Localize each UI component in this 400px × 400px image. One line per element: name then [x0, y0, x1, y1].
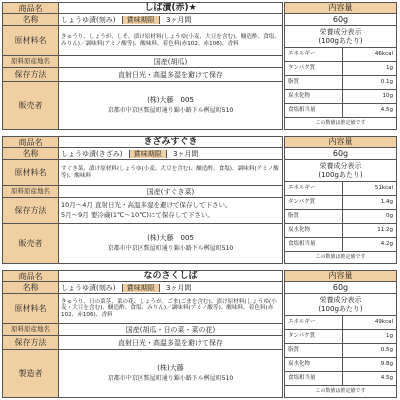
- nutrition-value: 1.4g: [343, 196, 397, 210]
- content-value: 60g: [285, 14, 397, 26]
- seller-cell: [59, 224, 283, 264]
- content-header: 内容量: [285, 271, 397, 282]
- nutrition-table: [284, 270, 397, 398]
- content-header: 内容量: [285, 3, 397, 14]
- nutrition-title: 栄養成分表示 (100gあたり): [285, 160, 397, 182]
- ingredients-header: 原材料名: [3, 160, 59, 186]
- nutrition-label: 食塩相当量: [285, 238, 343, 252]
- storage-header: 保存方法: [3, 336, 59, 350]
- label-main-table: [2, 270, 283, 398]
- content-header: 内容量: [285, 137, 397, 148]
- seller-name: (株)大藤 005: [147, 96, 194, 105]
- seller-address: 京都市中京区麩屋町通り錦小路下ル桝屋町510: [107, 107, 234, 115]
- name-value: しょうゆ漬(きざみ): [61, 149, 123, 158]
- nutrition-value: 49kcal: [343, 316, 397, 330]
- nutrition-value: 4.5g: [343, 372, 397, 386]
- storage-text: [59, 336, 283, 350]
- nutrition-value: 4.2g: [343, 238, 397, 252]
- product-name: きざみすぐき: [59, 137, 283, 148]
- nutrition-label: 炭水化物: [285, 224, 343, 238]
- storage-text: [59, 198, 283, 224]
- seller-address: 京都市中京区麩屋町通り錦小路下ル桝屋町510: [107, 375, 234, 383]
- expiry-header: 賞味期限: [122, 284, 160, 292]
- nutrition-value: 4.5g: [343, 104, 397, 118]
- name-header: 名称: [3, 148, 59, 160]
- storage-header: 保存方法: [3, 198, 59, 224]
- label-main-table: [2, 2, 283, 130]
- expiry-header: 賞味期限: [122, 16, 160, 24]
- product-name-header: 商品名: [3, 271, 59, 282]
- ingredients-text: すぐき菜、漬け原材料(しょうゆ(小麦、大豆を含む)、醸造酢、食塩)、調味料(アミノ酸等)、酸味料: [59, 160, 283, 186]
- nutrition-label: 脂質: [285, 210, 343, 224]
- nutrition-value: 0.1g: [343, 76, 397, 90]
- seller-header: 販売者: [3, 82, 59, 130]
- seller-name: (株)大藤 005: [147, 234, 194, 243]
- origin-value: 国産(胡瓜・日の菜・菜の花): [59, 324, 283, 336]
- nutrition-label: 脂質: [285, 344, 343, 358]
- product-name: しば漬(赤)★: [59, 3, 283, 14]
- seller-cell: [59, 82, 283, 130]
- name-expiry-row: [59, 282, 283, 294]
- nutrition-value: 0g: [343, 210, 397, 224]
- ingredients-text: きゅうり、しょうが、しそ、漬け原材料(しょうゆ(小麦、大豆を含む)、醸造酢、食塩、みりん)／調味料(アミノ酸等)、酸味料、着色料(赤102、赤106)、香料: [59, 26, 283, 56]
- origin-header: 原料原産地名: [3, 56, 59, 68]
- estimate-note: この数値は推定値です: [285, 252, 397, 264]
- ingredients-header: 原材料名: [3, 26, 59, 56]
- content-value: 60g: [285, 148, 397, 160]
- nutrition-value: 51kcal: [343, 182, 397, 196]
- product-label-nanosakushiba: [2, 270, 396, 397]
- name-header: 名称: [3, 282, 59, 294]
- origin-value: 国産(すぐき菜): [59, 186, 283, 198]
- product-name: なのさくしば: [59, 271, 283, 282]
- nutrition-label: 食塩相当量: [285, 104, 343, 118]
- estimate-note: この数値は推定値です: [285, 118, 397, 130]
- nutrition-label: エネルギー: [285, 316, 343, 330]
- ingredients-text: きゅうり、日の菜茎、菜の花、しょうが、ごま(ごまを含む)、漬け原材料(しょうゆ(小麦・大豆を含む)、醸造酢、食塩、みりん)／調味料(アミノ酸等)、酸味料、着色料(赤102、赤106)、香料: [59, 294, 283, 324]
- storage-line-2: 5月～9月 要冷蔵(1℃～10℃)にて保存して下さい。: [61, 210, 214, 219]
- storage-line-1: 直射日光・高温多湿を避けて保存: [118, 338, 223, 347]
- nutrition-value: 0.5g: [343, 344, 397, 358]
- estimate-note: この数値は推定値です: [285, 386, 397, 398]
- name-expiry-row: [59, 148, 283, 160]
- nutrition-value: 46kcal: [343, 48, 397, 62]
- nutrition-value: 1g: [343, 330, 397, 344]
- nutrition-label: 炭水化物: [285, 90, 343, 104]
- nutrition-value: 10g: [343, 90, 397, 104]
- name-value: しょうゆ漬(刻み): [61, 15, 116, 24]
- name-value: しょうゆ漬(刻み): [61, 283, 116, 292]
- ingredients-header: 原材料名: [3, 294, 59, 324]
- nutrition-label: 脂質: [285, 76, 343, 90]
- seller-address: 京都市中京区麩屋町通り錦小路下ル桝屋町510: [107, 245, 234, 253]
- product-name-header: 商品名: [3, 137, 59, 148]
- label-main-table: [2, 136, 283, 264]
- nutrition-label: エネルギー: [285, 48, 343, 62]
- storage-header: 保存方法: [3, 68, 59, 82]
- expiry-value: 3ヶ月間: [165, 15, 192, 24]
- nutrition-value: 11.2g: [343, 224, 397, 238]
- origin-value: 国産(胡瓜): [59, 56, 283, 68]
- nutrition-label: タンパク質: [285, 62, 343, 76]
- name-header: 名称: [3, 14, 59, 26]
- storage-line-1: 直射日光・高温多湿を避けて保存: [118, 70, 223, 79]
- manufacturer-header: 製造者: [3, 350, 59, 398]
- nutrition-label: タンパク質: [285, 330, 343, 344]
- nutrition-label: 炭水化物: [285, 358, 343, 372]
- expiry-header: 賞味期限: [129, 150, 167, 158]
- product-label-kizami-suguki: [2, 136, 396, 263]
- nutrition-title: 栄養成分表示 (100gあたり): [285, 26, 397, 48]
- expiry-value: 3ヶ月間: [165, 283, 192, 292]
- nutrition-title: 栄養成分表示 (100gあたり): [285, 294, 397, 316]
- origin-header: 原料原産地名: [3, 186, 59, 198]
- storage-text: [59, 68, 283, 82]
- nutrition-label: エネルギー: [285, 182, 343, 196]
- seller-name: (株)大藤: [157, 364, 184, 373]
- nutrition-label: タンパク質: [285, 196, 343, 210]
- origin-header: 原料原産地名: [3, 324, 59, 336]
- nutrition-value: 1g: [343, 62, 397, 76]
- nutrition-value: 9.8g: [343, 358, 397, 372]
- nutrition-table: [284, 136, 397, 264]
- storage-line-1: 10月～4月 直射日光・高温多湿を避けて保存して下さい。: [61, 201, 232, 210]
- product-name-header: 商品名: [3, 3, 59, 14]
- seller-cell: [59, 350, 283, 398]
- nutrition-table: [284, 2, 397, 130]
- nutrition-label: 食塩相当量: [285, 372, 343, 386]
- seller-header: 販売者: [3, 224, 59, 264]
- content-value: 60g: [285, 282, 397, 294]
- product-label-shibazuke: [2, 2, 396, 129]
- name-expiry-row: [59, 14, 283, 26]
- expiry-value: 3ヶ月間: [172, 149, 199, 158]
